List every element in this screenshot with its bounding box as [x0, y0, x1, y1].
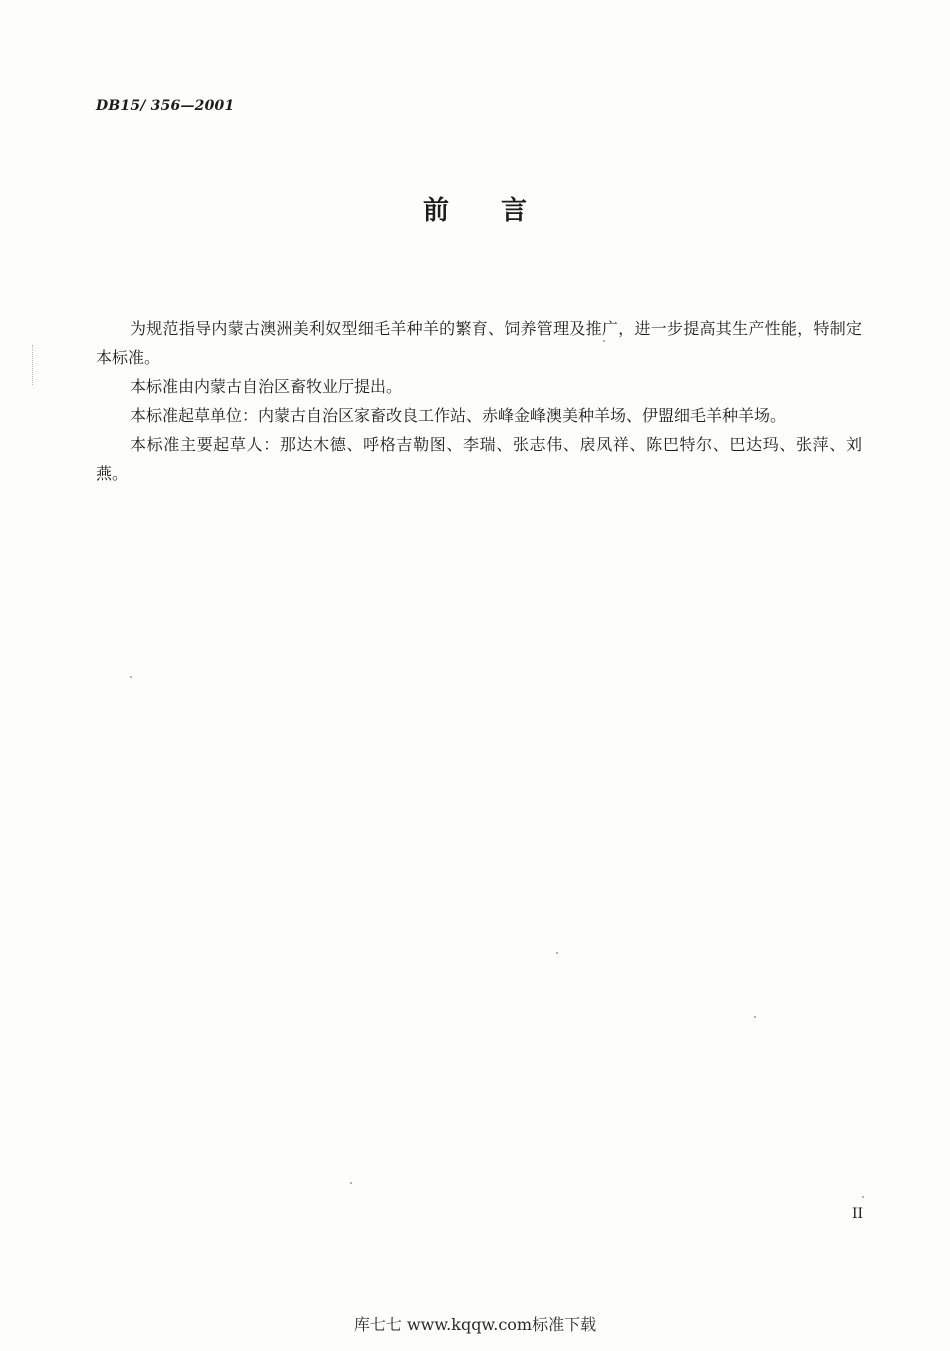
page-title: 前言	[422, 196, 579, 226]
scan-speck	[350, 1182, 352, 1184]
paragraph-drafters: 本标准主要起草人：那达木德、呼格吉勒图、李瑞、张志伟、扆凤祥、陈巴特尔、巴达玛、张萍、刘燕。	[96, 435, 862, 483]
scan-speck	[754, 1016, 756, 1018]
paragraph-drafting-units: 本标准起草单位：内蒙古自治区家畜改良工作站、赤峰金峰澳美种羊场、伊盟细毛羊种羊场。	[130, 406, 787, 425]
paragraph-proposer: 本标准由内蒙古自治区畜牧业厅提出。	[130, 377, 403, 396]
scan-speck	[130, 676, 132, 678]
scan-speck	[556, 952, 558, 954]
paragraph-purpose: 为规范指导内蒙古澳洲美利奴型细毛羊种羊的繁育、饲养管理及推广，进一步提高其生产性能，特制定本标准。	[96, 319, 862, 367]
scan-speck	[603, 340, 605, 342]
document-code: DB15/ 356—2001	[96, 98, 235, 114]
page-number: II	[852, 1206, 864, 1222]
scan-margin-mark	[32, 345, 34, 385]
scan-speck	[862, 1196, 864, 1198]
footer-watermark: 库七七 www.kqqw.com标准下载	[353, 1315, 597, 1334]
preface-body	[96, 314, 862, 488]
